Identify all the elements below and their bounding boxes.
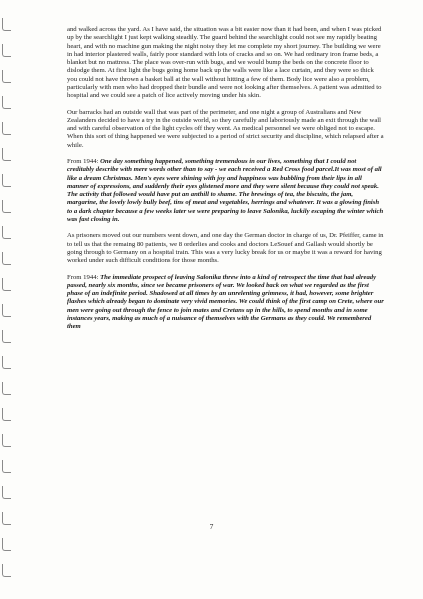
binder-ring [2,96,11,109]
binder-ring [2,330,11,343]
binder-ring [2,434,11,447]
paragraph-quote: The immediate prospect of leaving Salonika threw into a kind of retrospect the time that had already passed, nearly six months, since we became prisoners of war. We looked back on what we regarded as the first phase of an indefinite period. Shadowed at all times by an unrelenting grimness, it had, however, some brighter flashes which already began to dominate very vivid memories. We could think of the first camp on Crete, where our men were going out through the fence to join mates and Cretans up in the hills, to spend months and in some instances years, making as much of a nuisance of themselves with the Germans as they could. We remembered them [67,273,384,331]
binder-ring [2,408,11,421]
paragraph [67,232,385,265]
binder-ring [2,174,11,187]
binder-ring [2,252,11,265]
binder-ring [2,278,11,291]
binder-ring [2,564,11,577]
binder-rings [2,18,12,590]
paragraph-lead: From 1944: [67,158,101,166]
paragraph [67,109,385,150]
paragraph-text: As prisoners moved out our numbers went down, and one day the German doctor in charge of us, Dr. Pfeiffer, came in to tell us that the remaing 80 patients, we 8 orderlies and cooks and doctors LeSouef and Gallash would shortly be going through to Germany on a hospital train. This was a very lucky break for us or maybe it was a reward for having worked under such difficult conditions for those months. [67,232,384,265]
binder-ring [2,304,11,317]
paragraph [67,26,385,100]
binder-ring [2,148,11,161]
binder-ring [2,486,11,499]
paragraph-lead: From 1944: [67,273,101,281]
paragraph-quote: One day something happened, something tremendous in our lives, something that I could not creditably describe with mere words other than to say - we each received a Red Cross food parcel.It was most of all like a dream Christmas. Men's eyes were shining with joy and happiness was bubbling from their lips in all manner of expressions, and suddenly their eyes glistened more and they were silent because they could not speak. The activity that followed would have put an anthill to shame. The brewings of tea, the biscuits, the jam, margarine, the lovely lowly bully beef, tins of meat and vegetables, herrings and whatever. It was a glowing finish to a dark chapter because a few weeks later we were preparing to leave Salonika, luckily escaping the winter which was fast closing in. [67,158,384,223]
binder-ring [2,356,11,369]
document-body [67,26,385,340]
paragraph-text: Our barracks had an outside wall that was part of the perimeter, and one night a group of Australians and New Zealanders decided to have a try in the outside world, so they carefully and laboriously made an exit through the wall and with careful observation of the light cycles off they went. As medical personnel we were obliged not to escape. When this sort of thing happened we were subjected to a period of strict security and discipline, which relapsed after a while. [67,108,384,149]
binder-ring [2,538,11,551]
binder-ring [2,18,11,31]
page-number: 7 [209,522,214,531]
binder-ring [2,70,11,83]
binder-ring [2,226,11,239]
paragraph [67,274,385,332]
binder-ring [2,460,11,473]
paragraph-text: and walked across the yard. As I have said, the situation was a bit easier now than it had been, and when I was picked up by the searchlight I just kept walking steadily. The guard behind the searchlight could not see my rapidly beating heart, and with no machine gun making the night noisy they let me complete my short journey. The building we were in had interior plastered walls, fairly poor standard with lots of cracks and so on. We had ordinary iron frame beds, a blanket but no mattress. The place was over-run with bugs, and we would bump the beds on the concrete floor to dislodge them. At first light the bugs going home back up the walls were like a lace curtain, and they were so thick you could not have thrown a basket ball at the wall without hitting a few of them. Body lice were also a problem, particularly with men who had dropped their bundle and were not looking after themselves. A patient was admitted to hospital and we could see a patch of lice actively moving under his skin. [67,26,382,99]
binder-ring [2,382,11,395]
binder-ring [2,44,11,57]
binder-ring [2,122,11,135]
binder-ring [2,200,11,213]
paragraph [67,158,385,224]
